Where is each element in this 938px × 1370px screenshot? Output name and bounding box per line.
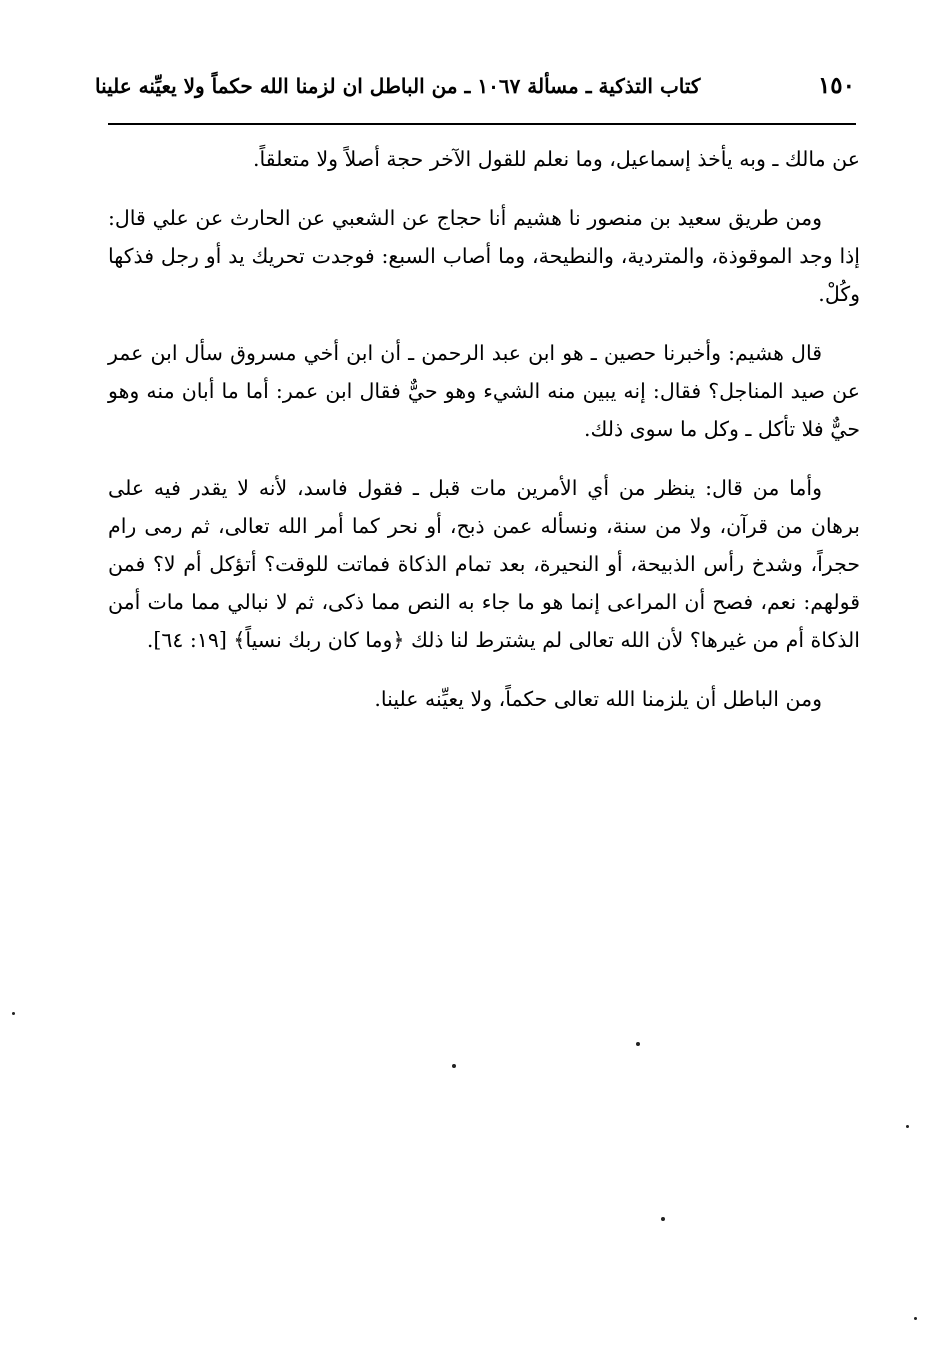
- scan-speck: [12, 1012, 15, 1015]
- page-number: ١٥٠: [817, 72, 855, 99]
- scan-speck: [661, 1217, 665, 1221]
- paragraph-3: قال هشيم: وأخبرنا حصين ـ هو ابن عبد الرحمن ـ أن ابن أخي مسروق سأل ابن عمر عن صيد المناجل؟ فقال: إنه يبين منه الشيء وهو حيٌّ فقال ابن عمر: أما ما أبان منه وهو حيٌّ فلا تأكل ـ وكل ما سوى ذلك.: [108, 341, 860, 441]
- page-header: [95, 70, 855, 112]
- header-divider: [108, 123, 856, 125]
- scan-speck: [452, 1064, 456, 1068]
- paragraph-2: ومن طريق سعيد بن منصور نا هشيم أنا حجاج عن الشعبي عن الحارث عن علي قال: إذا وجد الموقوذة، والمتردية، والنطيحة، وما أصاب السبع: فوجدت تحريك يد أو رجل فذكها وكُلْ.: [108, 206, 860, 306]
- scan-speck: [636, 1042, 640, 1046]
- running-head: كتاب التذكية ـ مسألة ١٠٦٧ ـ من الباطل ان لزمنا الله حكماً ولا يعيِّنه علينا: [95, 74, 701, 98]
- paragraph-1: عن مالك ـ وبه يأخذ إسماعيل، وما نعلم للقول الآخر حجة أصلاً ولا متعلقاً.: [252, 147, 860, 171]
- paragraph-5: ومن الباطل أن يلزمنا الله تعالى حكماً، ولا يعيِّنه علينا.: [374, 687, 822, 711]
- scan-speck: [914, 1317, 917, 1320]
- body-text: [108, 140, 860, 739]
- paragraph-4: وأما من قال: ينظر من أي الأمرين مات قبل ـ فقول فاسد، لأنه لا يقدر فيه على برهان من قرآن، ولا من سنة، ونسأله عمن ذبح، أو نحر كما أمر الله تعالى، ثم رمى رام حجراً، وشدخ رأس الذبيحة، أو النحيرة، بعد تمام الذكاة فماتت للوقت؟ أتؤكل أم لا؟ فمن قولهم: نعم، فصح أن المراعى إنما هو ما جاء به النص مما ذكى، ثم لا نبالي مما مات أمن الذكاة أم من غيرها؟ لأن الله تعالى لم يشترط لنا ذلك ﴿وما كان ربك نسياً﴾ [١٩: ٦٤].: [108, 476, 860, 652]
- scan-speck: [906, 1125, 909, 1128]
